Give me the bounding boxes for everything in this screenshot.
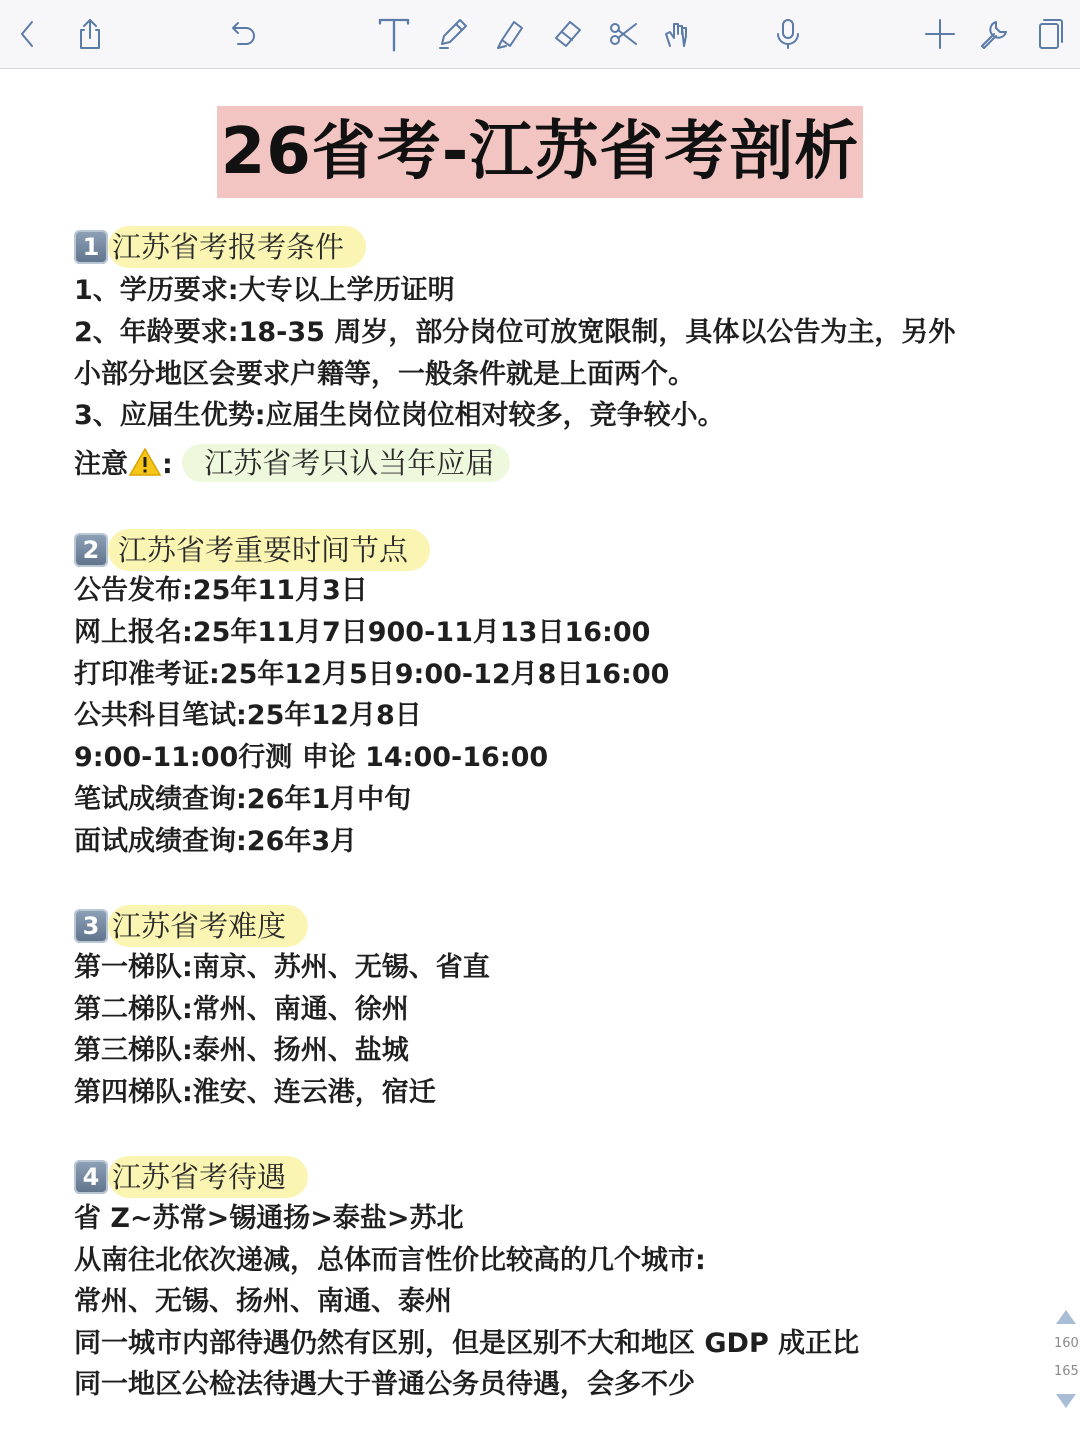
page-up-icon[interactable] bbox=[1056, 1310, 1076, 1324]
section-1-line: 小部分地区会要求户籍等，一般条件就是上面两个。 bbox=[74, 359, 695, 390]
page-down-icon[interactable] bbox=[1056, 1394, 1076, 1408]
section-4-line: 同一地区公检法待遇大于普通公务员待遇，会多不少 bbox=[74, 1369, 695, 1400]
number-badge: 2 bbox=[74, 533, 108, 567]
section-1-line: 3、应届生优势:应届生岗位岗位相对较多，竞争较小。 bbox=[74, 400, 725, 431]
note-highlight: 江苏省考只认当年应届 bbox=[182, 444, 510, 482]
page-indicator[interactable] bbox=[1054, 1310, 1080, 1410]
wrench-icon[interactable] bbox=[972, 12, 1016, 56]
section-4-line: 省 Z~苏常>锡通扬>泰盐>苏北 bbox=[74, 1203, 464, 1234]
section-3-line: 第二梯队:常州、南通、徐州 bbox=[74, 994, 409, 1025]
section-1-line: 2、年龄要求:18-35 周岁，部分岗位可放宽限制，具体以公告为主，另外 bbox=[74, 317, 956, 348]
page-number: 165 bbox=[1054, 1364, 1079, 1379]
undo-icon[interactable] bbox=[220, 12, 264, 56]
pen-icon[interactable] bbox=[430, 12, 474, 56]
section-3-line: 第一梯队:南京、苏州、无锡、省直 bbox=[74, 952, 490, 983]
section-4-line: 同一城市内部待遇仍然有区别，但是区别不大和地区 GDP 成正比 bbox=[74, 1328, 860, 1359]
section-2-line: 网上报名:25年11月7日900-11月13日16:00 bbox=[74, 617, 651, 648]
share-icon[interactable] bbox=[68, 12, 112, 56]
heading-text: 江苏省考难度 bbox=[108, 905, 308, 947]
section-2-line: 打印准考证:25年12月5日9:00-12月8日16:00 bbox=[74, 659, 670, 690]
back-icon[interactable] bbox=[6, 12, 50, 56]
section-2-line: 9:00-11:00行测 申论 14:00-16:00 bbox=[74, 742, 549, 773]
highlighter-icon[interactable] bbox=[488, 12, 532, 56]
section-1-note bbox=[74, 444, 510, 484]
microphone-icon[interactable] bbox=[766, 12, 810, 56]
text-tool-icon[interactable] bbox=[372, 12, 416, 56]
section-2-line: 公告发布:25年11月3日 bbox=[74, 575, 368, 606]
section-2-line: 笔试成绩查询:26年1月中旬 bbox=[74, 784, 412, 815]
note-page[interactable] bbox=[0, 68, 1080, 1440]
section-2-heading bbox=[74, 529, 430, 571]
heading-text: 江苏省考重要时间节点 bbox=[108, 529, 430, 571]
add-icon[interactable] bbox=[918, 12, 962, 56]
eraser-icon[interactable] bbox=[546, 12, 590, 56]
pages-icon[interactable] bbox=[1028, 12, 1072, 56]
number-badge: 1 bbox=[74, 230, 108, 264]
section-2-line: 公共科目笔试:25年12月8日 bbox=[74, 700, 422, 731]
number-badge: 4 bbox=[74, 1160, 108, 1194]
note-colon: : bbox=[162, 449, 173, 480]
section-1-line: 1、学历要求:大专以上学历证明 bbox=[74, 275, 455, 306]
hand-icon[interactable] bbox=[656, 12, 700, 56]
page-number: 160 bbox=[1054, 1336, 1079, 1351]
section-3-heading bbox=[74, 905, 308, 947]
section-4-line: 常州、无锡、扬州、南通、泰州 bbox=[74, 1286, 452, 1317]
section-2-line: 面试成绩查询:26年3月 bbox=[74, 826, 358, 857]
section-3-line: 第四梯队:淮安、连云港，宿迁 bbox=[74, 1077, 436, 1108]
warning-icon bbox=[128, 447, 162, 477]
toolbar bbox=[0, 0, 1080, 69]
number-badge: 3 bbox=[74, 909, 108, 943]
scissors-icon[interactable] bbox=[602, 12, 646, 56]
section-4-line: 从南往北依次递减，总体而言性价比较高的几个城市: bbox=[74, 1245, 706, 1276]
page-title: 26省考-江苏省考剖析 bbox=[217, 106, 864, 198]
section-1-heading bbox=[74, 226, 366, 268]
section-3-line: 第三梯队:泰州、扬州、盐城 bbox=[74, 1035, 409, 1066]
section-4-heading bbox=[74, 1156, 308, 1198]
note-label: 注意 bbox=[74, 449, 128, 480]
heading-text: 江苏省考待遇 bbox=[108, 1156, 308, 1198]
heading-text: 江苏省考报考条件 bbox=[108, 226, 366, 268]
